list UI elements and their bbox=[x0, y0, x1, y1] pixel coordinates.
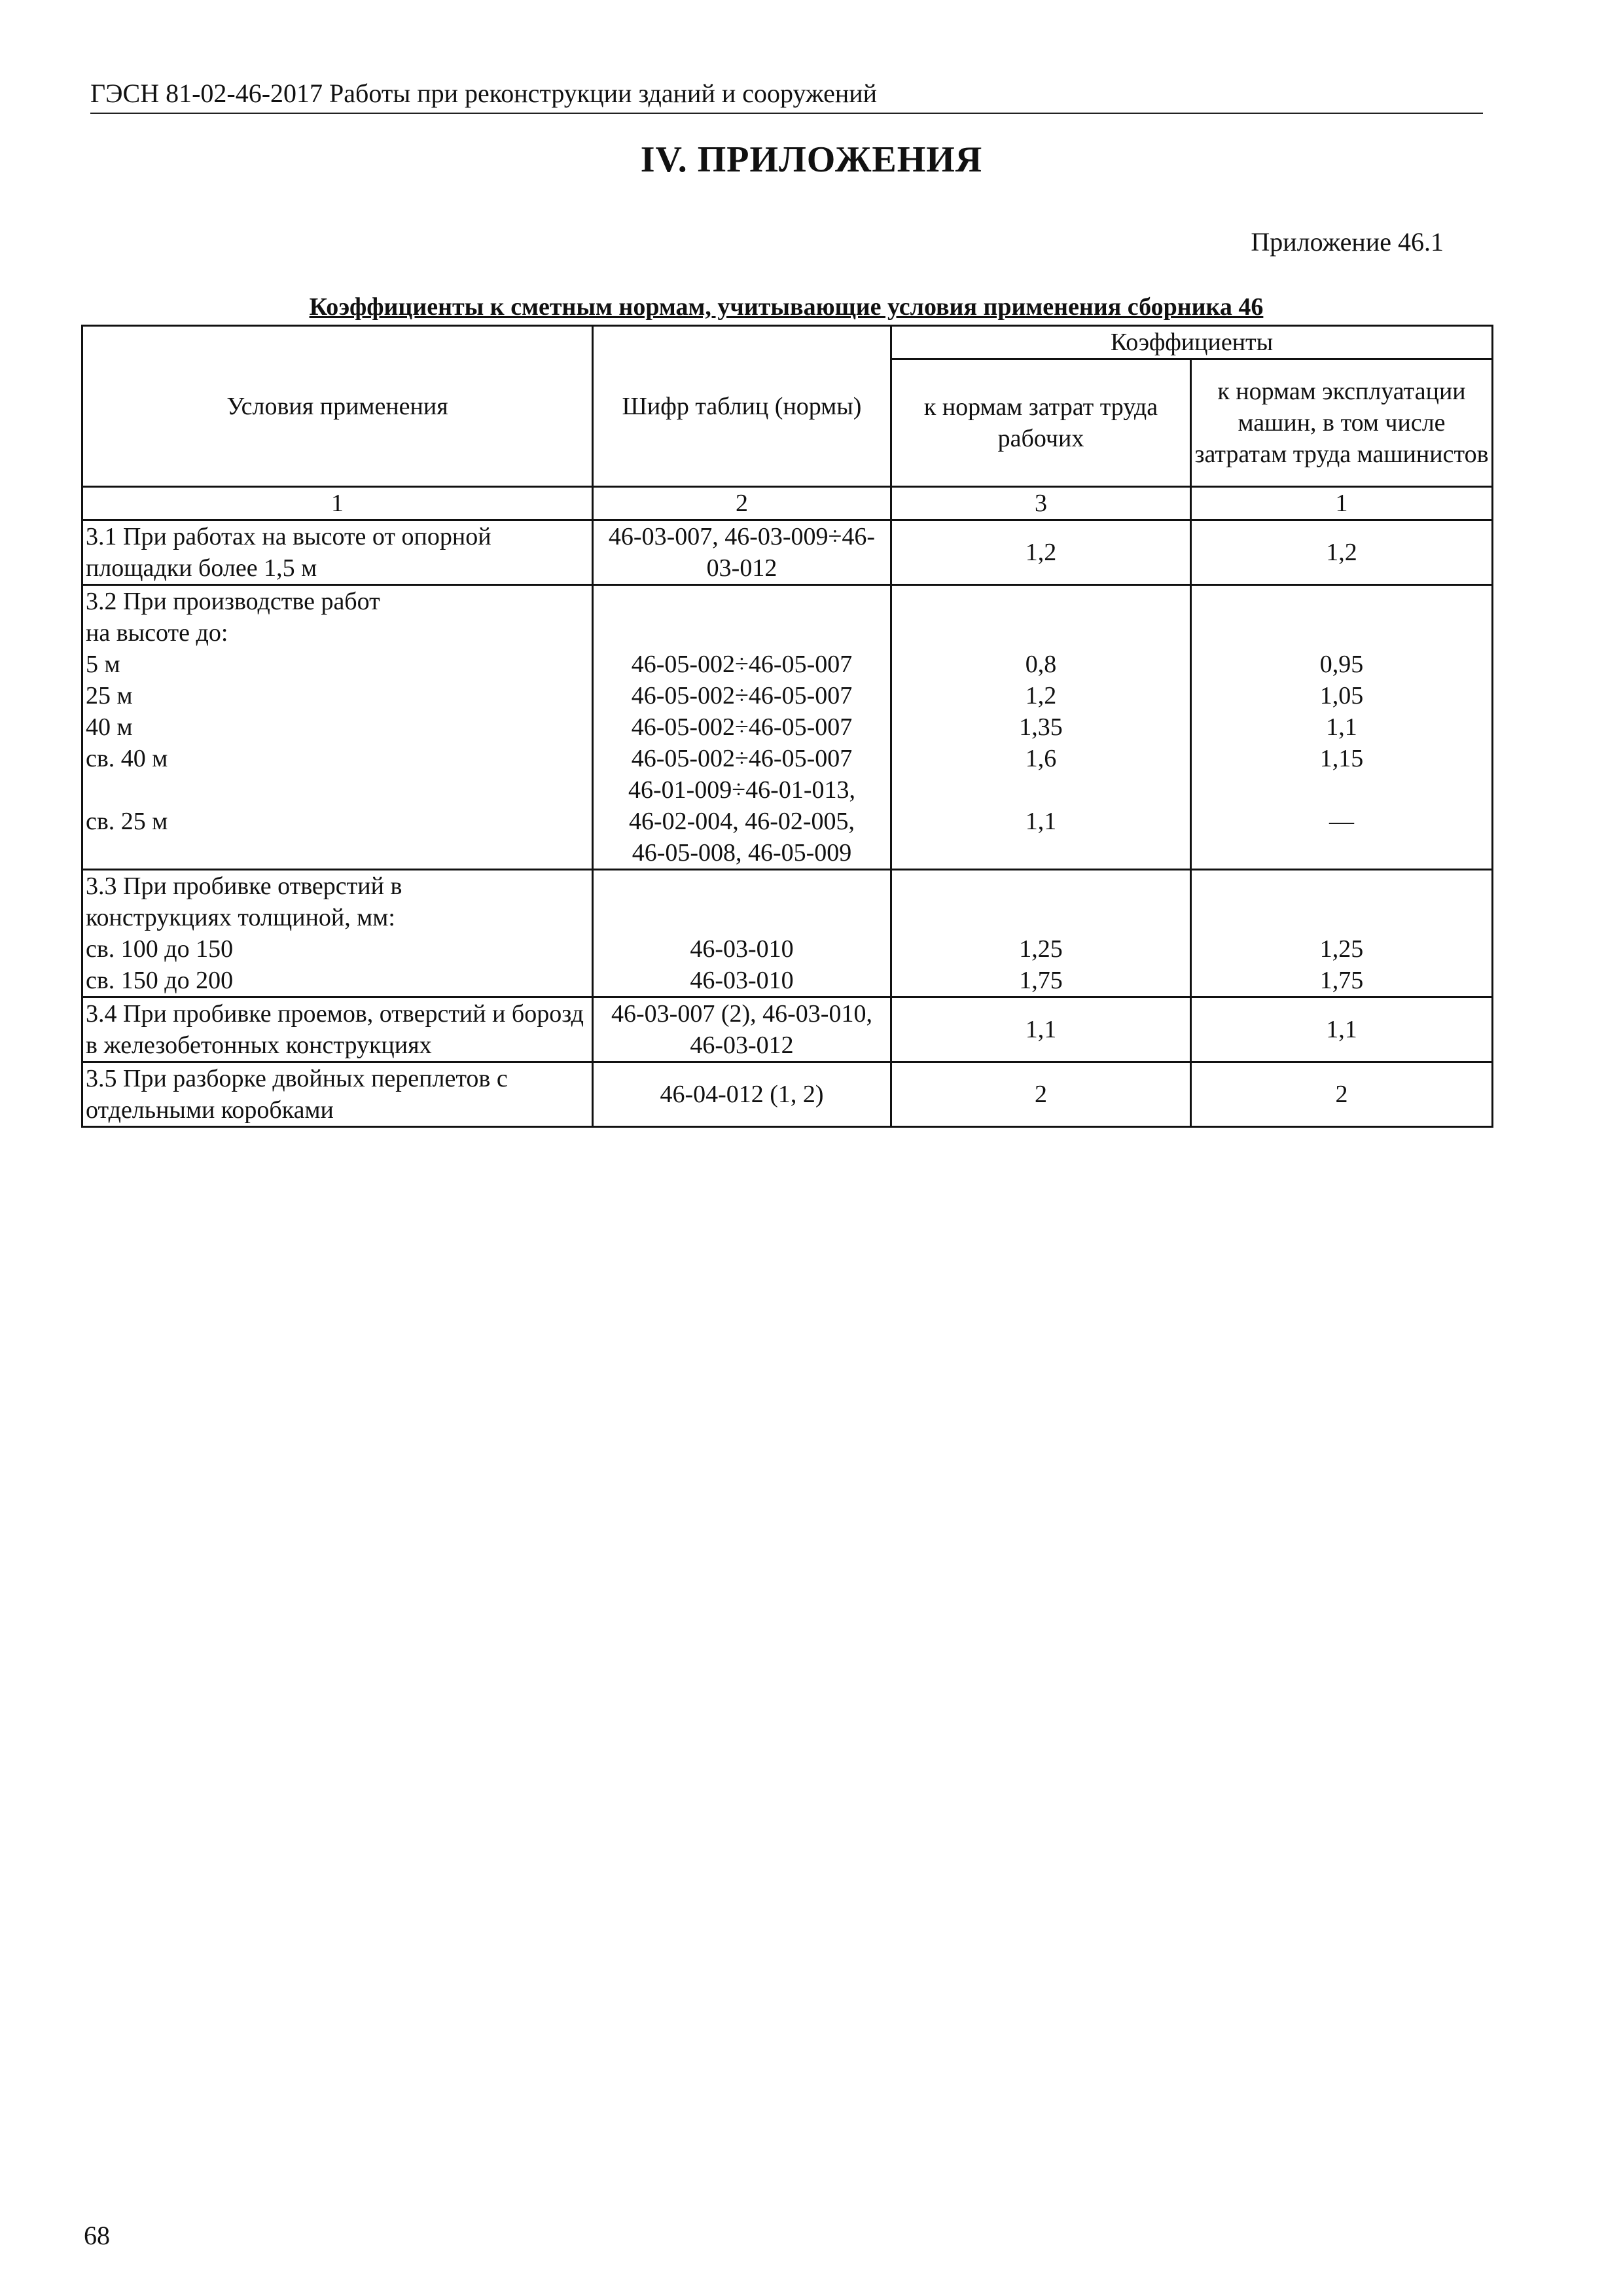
cell-line bbox=[1194, 586, 1489, 617]
code-cell bbox=[593, 870, 891, 997]
header-conditions: Условия применения bbox=[82, 326, 593, 487]
cell-line: 1,1 bbox=[1326, 713, 1357, 741]
cell-line: 46-05-002÷46-05-007 bbox=[631, 682, 853, 709]
cell-line: 1,2 bbox=[1326, 539, 1357, 566]
code-cell bbox=[593, 585, 891, 870]
cell-line bbox=[1194, 617, 1489, 649]
machine-coefficient-cell bbox=[1191, 520, 1493, 585]
header-machines: к нормам эксплуатации машин, в том числе затратам труда машинистов bbox=[1191, 359, 1493, 487]
cell-line bbox=[1194, 902, 1489, 933]
cell-line: 1,75 bbox=[1319, 967, 1364, 994]
condition-cell bbox=[82, 870, 593, 997]
header-coefficients: Коэффициенты bbox=[891, 326, 1493, 359]
cell-line bbox=[596, 617, 887, 649]
cell-line: 46-01-009÷46-01-013, bbox=[628, 776, 855, 804]
cell-line bbox=[86, 774, 589, 806]
cell-line: 46-05-002÷46-05-007 bbox=[631, 651, 853, 678]
cell-line: конструкциях толщиной, мм: bbox=[86, 904, 395, 931]
labor-coefficient-cell bbox=[891, 585, 1191, 870]
cell-line: 46-04-012 (1, 2) bbox=[660, 1081, 824, 1108]
condition-cell bbox=[82, 997, 593, 1062]
cell-line: 46-05-002÷46-05-007 bbox=[631, 713, 853, 741]
cell-line bbox=[86, 837, 589, 869]
cell-line bbox=[1194, 837, 1489, 869]
cell-line bbox=[895, 902, 1187, 933]
cell-line: 1,15 bbox=[1319, 745, 1364, 772]
cell-line bbox=[596, 870, 887, 902]
table-row bbox=[82, 520, 1493, 585]
coefficients-table bbox=[81, 325, 1493, 1128]
cell-line: 1,6 bbox=[1025, 745, 1057, 772]
cell-line: 1,35 bbox=[1019, 713, 1063, 741]
condition-cell bbox=[82, 585, 593, 870]
table-row bbox=[82, 585, 1493, 870]
cell-line bbox=[1194, 870, 1489, 902]
cell-line: 46-03-010 bbox=[690, 935, 794, 963]
cell-line bbox=[895, 586, 1187, 617]
cell-line: 46-05-008, 46-05-009 bbox=[632, 839, 852, 867]
cell-line: 3.4 При пробивке проемов, отверстий и борозд в железобетонных конструкциях bbox=[86, 1000, 584, 1059]
cell-line: 5 м bbox=[86, 651, 120, 678]
cell-line: 3.1 При работах на высоте от опорной площадки более 1,5 м bbox=[86, 523, 491, 582]
cell-line: 1,2 bbox=[1025, 539, 1057, 566]
machine-coefficient-cell bbox=[1191, 997, 1493, 1062]
section-title: IV. ПРИЛОЖЕНИЯ bbox=[640, 139, 983, 180]
machine-coefficient-cell bbox=[1191, 585, 1493, 870]
cell-line: 25 м bbox=[86, 682, 133, 709]
code-cell bbox=[593, 520, 891, 585]
cell-line bbox=[895, 870, 1187, 902]
cell-line: 46-03-007 (2), 46-03-010, 46-03-012 bbox=[611, 1000, 872, 1059]
cell-line: 46-05-002÷46-05-007 bbox=[631, 745, 853, 772]
cell-line: 1,25 bbox=[1319, 935, 1364, 963]
column-number: 1 bbox=[82, 487, 593, 520]
column-number: 1 bbox=[1191, 487, 1493, 520]
column-numbers-row bbox=[82, 487, 1493, 520]
table-row bbox=[82, 1062, 1493, 1127]
cell-line bbox=[596, 902, 887, 933]
cell-line: 46-03-010 bbox=[690, 967, 794, 994]
page-number: 68 bbox=[84, 2221, 110, 2250]
code-cell bbox=[593, 997, 891, 1062]
code-cell bbox=[593, 1062, 891, 1127]
cell-line: на высоте до: bbox=[86, 619, 228, 647]
column-number: 3 bbox=[891, 487, 1191, 520]
column-number: 2 bbox=[593, 487, 891, 520]
cell-line: 2 bbox=[1035, 1081, 1047, 1108]
cell-line bbox=[895, 774, 1187, 806]
labor-coefficient-cell bbox=[891, 1062, 1191, 1127]
header-code: Шифр таблиц (нормы) bbox=[593, 326, 891, 487]
cell-line: 1,25 bbox=[1019, 935, 1063, 963]
labor-coefficient-cell bbox=[891, 997, 1191, 1062]
cell-line: св. 150 до 200 bbox=[86, 967, 234, 994]
cell-line: св. 100 до 150 bbox=[86, 935, 234, 963]
cell-line: 2 bbox=[1335, 1081, 1348, 1108]
cell-line: 1,1 bbox=[1025, 1016, 1057, 1043]
labor-coefficient-cell bbox=[891, 520, 1191, 585]
cell-line: 46-02-004, 46-02-005, bbox=[628, 808, 855, 835]
machine-coefficient-cell bbox=[1191, 1062, 1493, 1127]
cell-line: 3.2 При производстве работ bbox=[86, 588, 380, 615]
cell-line: 3.5 При разборке двойных переплетов с отдельными коробками bbox=[86, 1065, 508, 1124]
cell-line: 46-03-007, 46-03-009÷46-03-012 bbox=[608, 523, 876, 582]
cell-line: 1,2 bbox=[1025, 682, 1057, 709]
cell-line: 1,1 bbox=[1326, 1016, 1357, 1043]
header-labor: к нормам затрат труда рабочих bbox=[891, 359, 1191, 487]
table-body bbox=[82, 520, 1493, 1127]
cell-line: 0,95 bbox=[1319, 651, 1364, 678]
running-header: ГЭСН 81-02-46-2017 Работы при реконструкции зданий и сооружений bbox=[90, 77, 1483, 114]
condition-cell bbox=[82, 1062, 593, 1127]
cell-line: 1,1 bbox=[1025, 808, 1057, 835]
cell-line bbox=[1194, 774, 1489, 806]
cell-line: 3.3 При пробивке отверстий в bbox=[86, 872, 402, 900]
cell-line: 40 м bbox=[86, 713, 133, 741]
cell-line bbox=[895, 837, 1187, 869]
condition-cell bbox=[82, 520, 593, 585]
header-row-top bbox=[82, 326, 1493, 359]
cell-line: св. 40 м bbox=[86, 745, 168, 772]
cell-line: — bbox=[1329, 808, 1354, 835]
table-row bbox=[82, 997, 1493, 1062]
cell-line bbox=[895, 617, 1187, 649]
cell-line: св. 25 м bbox=[86, 808, 168, 835]
appendix-label: Приложение 46.1 bbox=[1251, 227, 1444, 257]
table-caption: Коэффициенты к сметным нормам, учитывающие условия применения сборника 46 bbox=[309, 293, 1264, 321]
cell-line: 1,05 bbox=[1319, 682, 1364, 709]
table-row bbox=[82, 870, 1493, 997]
cell-line bbox=[596, 586, 887, 617]
machine-coefficient-cell bbox=[1191, 870, 1493, 997]
labor-coefficient-cell bbox=[891, 870, 1191, 997]
cell-line: 1,75 bbox=[1019, 967, 1063, 994]
cell-line: 0,8 bbox=[1025, 651, 1057, 678]
